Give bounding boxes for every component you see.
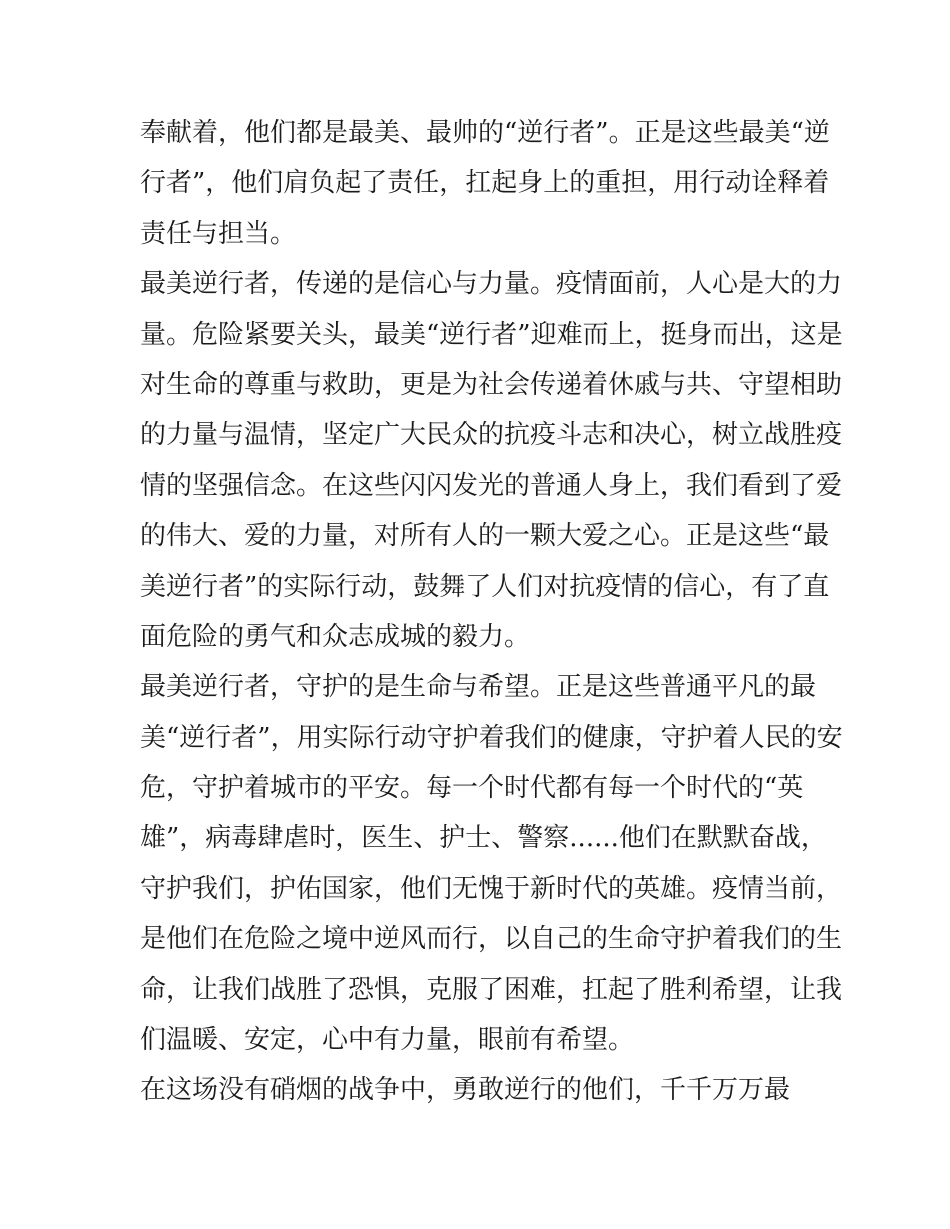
text-line: 雄”，病毒肆虐时，医生、护士、警察......他们在默默奋战， — [140, 823, 827, 854]
text-line: 量。危险紧要关头，最美“逆行者”迎难而上，挺身而出，这是 — [140, 319, 843, 350]
text-line: 行者”，他们肩负起了责任，扛起身上的重担，用行动诠释着 — [140, 168, 830, 199]
text-line: 是他们在危险之境中逆风而行，以自己的生命守护着我们的生 — [140, 924, 843, 955]
text-line: 面危险的勇气和众志成城的毅力。 — [140, 621, 531, 652]
text-line: 美逆行者”的实际行动，鼓舞了人们对抗疫情的信心，有了直 — [140, 571, 830, 602]
text-line: 的力量与温情，坚定广大民众的抗疫斗志和决心，树立战胜疫 — [140, 420, 843, 451]
text-line: 最美逆行者，传递的是信心与力量。疫情面前，人心是大的力 — [140, 269, 843, 300]
text-line: 在这场没有硝烟的战争中，勇敢逆行的他们，千千万万最 — [140, 1075, 791, 1106]
text-line: 情的坚强信念。在这些闪闪发光的普通人身上，我们看到了爱 — [140, 470, 843, 501]
text-line: 对生命的尊重与救助，更是为社会传递着休戚与共、守望相助 — [140, 369, 843, 400]
text-line: 命，让我们战胜了恐惧，克服了困难，扛起了胜利希望，让我 — [140, 974, 843, 1005]
body-text — [140, 108, 843, 1116]
text-line: 的伟大、爱的力量，对所有人的一颗大爱之心。正是这些“最 — [140, 521, 830, 552]
text-line: 美“逆行者”，用实际行动守护着我们的健康，守护着人民的安 — [140, 722, 843, 753]
text-line: 们温暖、安定，心中有力量，眼前有希望。 — [140, 1025, 635, 1056]
text-line: 最美逆行者，守护的是生命与希望。正是这些普通平凡的最 — [140, 672, 817, 703]
text-line: 守护我们，护佑国家，他们无愧于新时代的英雄。疫情当前， — [140, 873, 843, 904]
text-line: 责任与担当。 — [140, 218, 297, 249]
text-line: 奉献着，他们都是最美、最帅的“逆行者”。正是这些最美“逆 — [140, 118, 830, 148]
text-line: 危，守护着城市的平安。每一个时代都有每一个时代的“英 — [140, 773, 804, 804]
